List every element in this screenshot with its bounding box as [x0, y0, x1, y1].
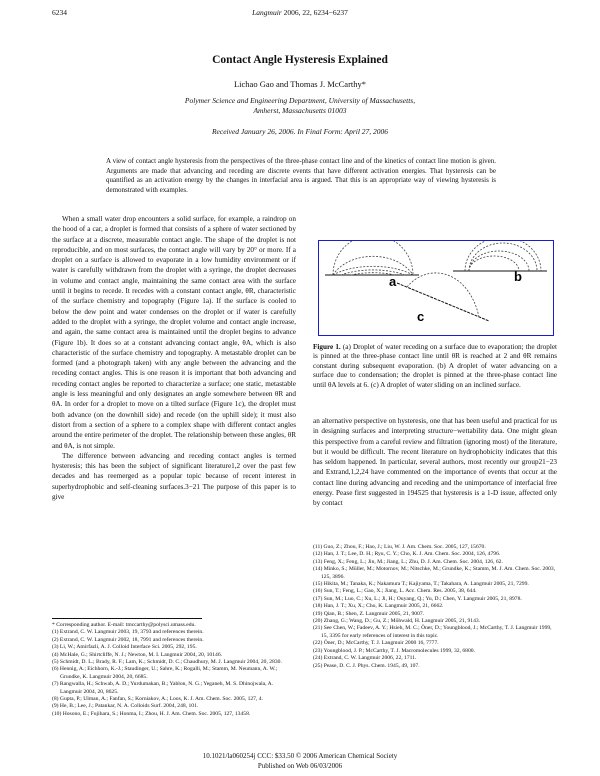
footnote: (20) Zhang, G.; Wang, D.; Gu, Z.; Möhwald, H. Langmuir 2005, 21, 9143. — [313, 618, 481, 625]
journal-citation: 2006, 22, 6234−6237 — [283, 8, 348, 17]
footnote: (2) Extrand, C. W. Langmuir 2002, 18, 7991 and references therein. — [52, 636, 204, 643]
affiliation-line: Polymer Science and Engineering Department, University of Massachusetts, — [184, 96, 416, 105]
footnote-list — [313, 544, 557, 670]
caption-label: Figure 1. — [313, 343, 341, 351]
inclined-surface — [397, 283, 489, 321]
figure-1 — [318, 240, 554, 336]
received-dates: Received January 26, 2006. In Final Form: April 27, 2006 — [211, 127, 389, 136]
footnote: (5) Schmidt, D. L.; Brady, R. F.; Lam, K.; Schmidt, D. C.; Chaudhury, M. J. Langmuir 2004, 20, 2830. — [52, 659, 282, 666]
footnote: (6) Hennig, A.; Eichhorn, K.-J.; Staudinger, U.; Sahre, K.; Rogalli, M.; Stamm, M. Neumann, A. W.; Grundke, K. Langmuir 2004, 20, 6685. — [52, 666, 278, 680]
footnote: (24) Extrand, C. W. Langmuir 2006, 22, 1711. — [313, 655, 417, 662]
affiliation-line: Amherst, Massachusetts 01003 — [253, 106, 347, 115]
abstract: A view of contact angle hysteresis from the perspectives of the three-phase contact line and of the kinetics of contact line motion is given. Arguments are made that advancing and receding are discrete events that have different activation energies. That hysteresis can be quantified as an activation energy by the changes in interfacial area is argued. That this is an appropriate way of viewing hysteresis is demonstrated with examples. — [106, 157, 496, 194]
figure-1-drawing — [319, 241, 552, 334]
footnote: (23) Youngblood, J. P.; McCarthy, T. J. Macromolecules 1999, 32, 6800. — [313, 647, 475, 654]
footnote: (3) Li, W.; Amirfazli, A. J. Colloid Interface Sci. 2005, 292, 195. — [52, 644, 197, 651]
footnote: (10) Hosono, E.; Fujihara, S.; Honma, I.; Zhou, H. J. Am. Chem. Soc. 2005, 127, 13458. — [52, 710, 251, 717]
drop-profile — [469, 243, 537, 271]
panel-label-c: c — [417, 309, 425, 324]
footnote: (13) Feng, X.; Feng, L.; Jin, M.; Jiang, L.; Zhu, D. J. Am. Chem. Soc. 2004, 126, 62. — [313, 558, 503, 565]
footnote: (21) See Chen, W.; Fadeev, A. Y.; Hsieh, M. C.; Öner, D.; Youngblood, J.; McCarthy, T. J. Langmuir 1999, 15, 3395 for early references of interest in this topic. — [313, 625, 552, 639]
footnote: * Corresponding author. E-mail: tmccarthy@polysci.umass.edu. — [52, 622, 196, 628]
panel-label-b: b — [514, 269, 522, 284]
drop-profile — [469, 251, 529, 271]
affiliation — [0, 96, 600, 116]
footnote-list — [52, 622, 296, 718]
footnote: (14) Minko, S.; Müller, M.; Motornov, M.; Nitschke, M.; Grundke, K.; Stamm, M. J. Am. Chem. Soc. 2003, 125, 3896. — [313, 566, 556, 580]
footnotes-left — [52, 618, 296, 718]
drop-profile — [333, 256, 413, 275]
footnote: (16) Sun, T.; Feng, L.; Gao, X.; Jiang, L. Acc. Chem. Res. 2005, 38, 644. — [313, 588, 477, 595]
authors: Lichao Gao and Thomas J. McCarthy* — [233, 79, 367, 89]
footnote: (8) Gupta, P.; Ulman, A.; Fanfan, S.; Korniakov, A.; Loos, K. J. Am. Chem. Soc. 2005, 127, 4. — [52, 696, 263, 703]
footnote: (15) Hikita, M.; Tanaka, K.; Nakamura T.; Kajiyama, T.; Takahara, A. Langmuir 2005, 21, 7299. — [313, 581, 529, 588]
footnote: (17) Sun, M.; Luo, C.; Xu, L.; Ji, H.; Ouyang, Q.; Yu, D.; Chen, Y. Langmuir 2005, 21, 8978. — [313, 595, 522, 602]
footnote: (12) Han, J. T.; Lee, D. H.; Ryu, C. Y.; Cho, K. J. Am. Chem. Soc. 2004, 126, 4796. — [313, 551, 501, 558]
figure-1-caption — [313, 343, 557, 390]
footnote: (11) Guo, Z.; Zhou, F.; Hao, J.; Liu, W. J. Am. Chem. Soc. 2005, 127, 15670. — [313, 544, 486, 550]
page-number: 6234 — [52, 8, 67, 17]
footnote: (4) McHale, G.; Shirtcliffe, N. J.; Newton, M. I. Langmuir 2004, 20, 10146. — [52, 651, 223, 658]
footer-published: Published on Web 06/03/2006 — [257, 762, 343, 770]
body-right-column — [313, 416, 557, 509]
footer-doi: 10.1021/la060254j CCC: $33.50 © 2006 American Chemical Society — [202, 752, 398, 760]
footnote-rule — [52, 618, 202, 619]
footnotes-right — [313, 544, 557, 670]
footnote: (1) Extrand, C. W. Langmuir 2003, 19, 3793 and references therein. — [52, 629, 204, 636]
panel-label-a: a — [389, 274, 397, 289]
journal-name: Langmuir — [252, 8, 282, 17]
body-left-column — [52, 214, 296, 502]
footnote: (9) He, B.; Lee, J.; Patankar, N. A. Colloids Surf. 2004, 248, 101. — [52, 703, 199, 710]
footnote: (7) Rangwalla, H.; Schwab, A. D.; Yurdumakan, B.; Yablon, N. G.; Yeganeh, M. S. Dhinojwala, A. Langmuir 2004, 20, 8625. — [52, 681, 274, 695]
caption-text: (a) Droplet of water receding on a surface due to evaporation; the droplet is pinned at the three-phase contact line until θR is reached at 2 and θR remains constant during subsequent evaporation. (b) A droplet of water advancing on a surface due to condensation; the droplet is pinned at the three-phase contact line until θA levels at 6. (c) A droplet of water sliding on an inclined surface. — [313, 343, 558, 389]
footnote: (22) Öner, D.; McCarthy, T. J. Langmuir 2000 16, 7777. — [313, 640, 439, 647]
paper-title: Contact Angle Hysteresis Explained — [212, 54, 388, 66]
footnote: (19) Qian, B.; Shen, Z. Langmuir 2005, 21, 9007. — [313, 610, 425, 617]
body-paragraph: The difference between advancing and receding contact angles is termed hysteresis; this has been the subject of significant literature1,2 over the past few decades and has reemerged as a popular topic because of recent interest in superhydrophobic and self-cleaning surfaces.3−21 The purpose of this paper is to give — [52, 451, 296, 502]
running-header — [0, 8, 600, 17]
footnote: (25) Pease, D. C. J. Phys. Chem. 1945, 49, 107. — [313, 662, 420, 669]
drop-profile — [465, 241, 541, 271]
body-paragraph: When a small water drop encounters a solid surface, for example, a raindrop on the hood of a car, a droplet is formed that consists of a sphere of water sectioned by the surface at a discrete, measurable contact angle. The shape of the droplet is not reproducible, and on most surfaces, the contact angle will vary by 20° or more. If a droplet on a surface is allowed to evaporate in a low humidity environment or if water is carefully withdrawn from the droplet with a syringe, the droplet decreases in volume and contact angle, maintaining the same contact area with the surface until it begins to recede. It recedes with a constant contact angle, θR, characteristic of the surface chemistry and topography (Figure 1a). If the surface is cooled to below the dew point and water condenses on the droplet or if water is carefully added to the droplet with a syringe, the droplet volume and contact angle increase, and again, the same contact area is maintained until the droplet begins to advance (Figure 1b). It does so at a constant advancing contact angle, θA, which is also characteristic of the surface chemistry and topography. A metastable droplet can be formed (and a photograph taken) with any angle between the advancing and the receding contact angles. This is one reason it is important that both advancing and receding contact angles be reported to characterize a surface; one static, metastable angle is less meaningful and only designates an angle somewhere between θR and θA. In order for a droplet to move on a tilted surface (Figure 1c), the droplet must both advance (on the downhill side) and recede (on the uphill side); it must also distort from a section of a sphere to a complex shape with different contact angles around the entire perimeter of the droplet. The relationship between these angles, θR and θA, is not simple. — [52, 215, 296, 450]
footnote: (18) Han, J. T.; Xu, X.; Cho, K. Langmuir 2005, 21, 6662. — [313, 603, 444, 610]
body-paragraph: an alternative perspective on hysteresis, one that has been useful and practical for us in designing surfaces and interpreting structure−wettability data. One might glean this perspective from a careful review and filtration (ignoring most) of the literature, but it would be difficult. The recent literature on hydrophobicity indicates that this has seldom happened. In particular, several authors, most recently our group21−23 and Extrand,1,2,24 have commented on the importance of events that occur at the contact line during advancing and receding and the unimportance of interfacial free energy. Pease first suggested in 194525 that hysteresis is a 1-D issue, affected only by contact — [313, 417, 557, 508]
